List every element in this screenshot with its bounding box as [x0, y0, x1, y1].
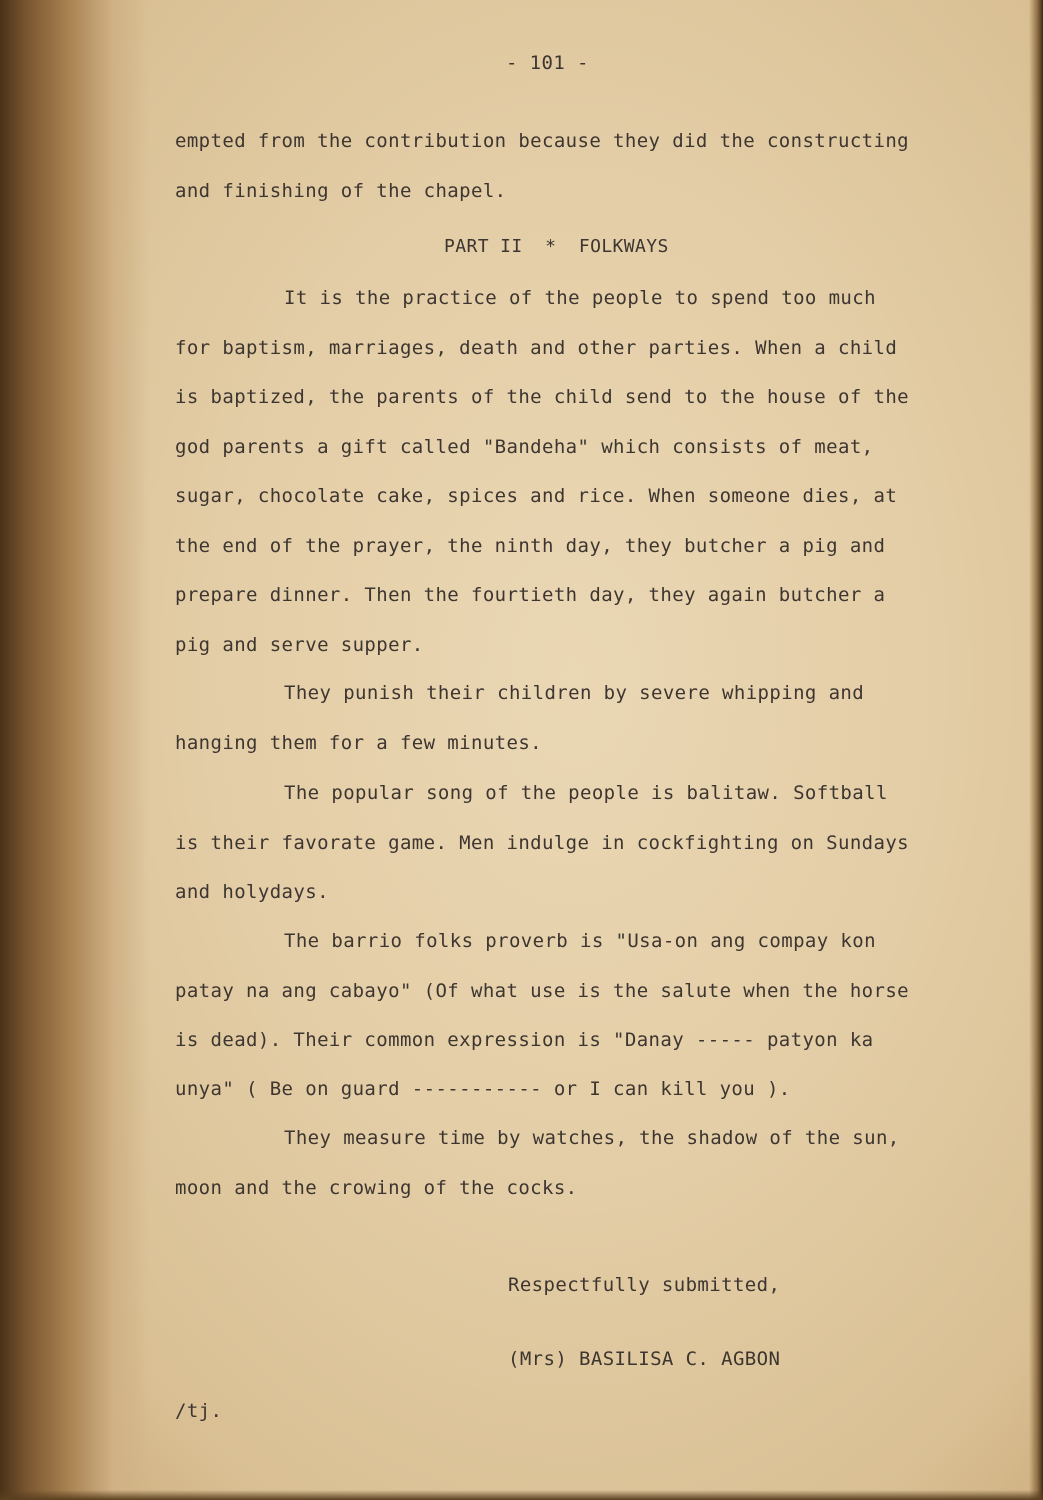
typist-initials: /tj.	[175, 1400, 223, 1422]
text-line: is dead). Their common expression is "Danay ----- patyon ka	[175, 1029, 874, 1051]
text-line: for baptism, marriages, death and other parties. When a child	[175, 337, 898, 359]
text-line: They measure time by watches, the shadow of the sun,	[284, 1127, 900, 1149]
text-line: The barrio folks proverb is "Usa-on ang compay kon	[284, 930, 876, 952]
section-heading: PART II * FOLKWAYS	[444, 236, 669, 257]
text-line: sugar, chocolate cake, spices and rice. When someone dies, at	[175, 485, 898, 507]
text-line: god parents a gift called "Bandeha" which consists of meat,	[175, 436, 874, 458]
text-line: patay na ang cabayo" (Of what use is the salute when the horse	[175, 980, 910, 1002]
text-line: is baptized, the parents of the child send to the house of the	[175, 386, 910, 408]
text-line: prepare dinner. Then the fourtieth day, they again butcher a	[175, 584, 886, 606]
text-line: pig and serve supper.	[175, 634, 424, 656]
text-line: is their favorate game. Men indulge in cockfighting on Sundays	[175, 832, 910, 854]
text-line: the end of the prayer, the ninth day, they butcher a pig and	[175, 535, 886, 557]
text-line: moon and the crowing of the cocks.	[175, 1177, 578, 1199]
text-line: The popular song of the people is balitaw. Softball	[284, 782, 888, 804]
closing-salutation: Respectfully submitted,	[508, 1274, 781, 1296]
signature-line: (Mrs) BASILISA C. AGBON	[508, 1348, 781, 1370]
text-line: It is the practice of the people to spend too much	[284, 287, 876, 309]
text-line: empted from the contribution because they did the constructing	[175, 130, 910, 152]
text-line: and finishing of the chapel.	[175, 180, 507, 202]
page-edge-bottom	[0, 1490, 1043, 1500]
text-line: unya" ( Be on guard ----------- or I can kill you ).	[175, 1078, 791, 1100]
page-edge-right	[1029, 0, 1043, 1500]
text-line: They punish their children by severe whipping and	[284, 682, 865, 704]
text-line: hanging them for a few minutes.	[175, 732, 543, 754]
page-number: - 101 -	[506, 52, 589, 74]
page-binding-shadow	[0, 0, 150, 1500]
text-line: and holydays.	[175, 881, 329, 903]
